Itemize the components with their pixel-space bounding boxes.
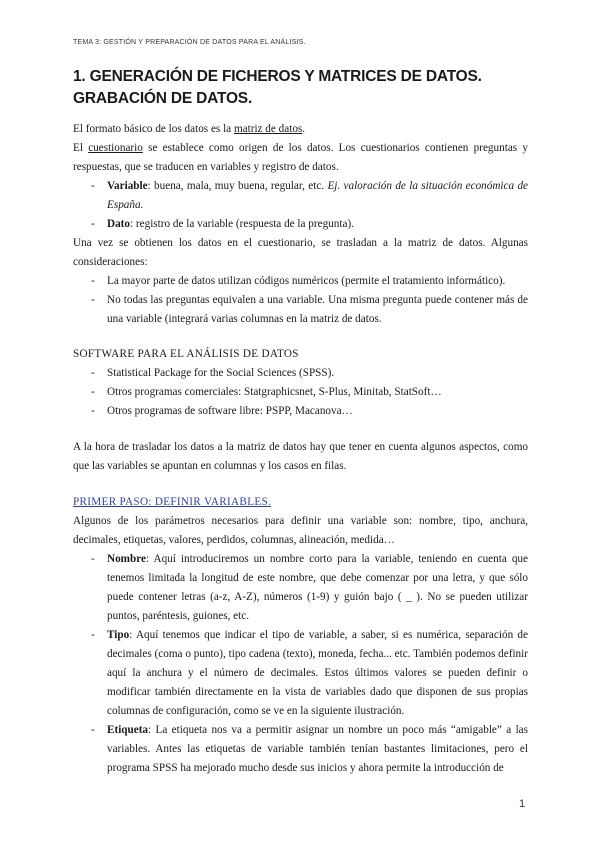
software-list	[73, 364, 528, 421]
term: Etiqueta	[107, 724, 149, 736]
dash-bullet: -	[91, 386, 95, 398]
list-item	[73, 721, 528, 778]
considerations-list	[73, 272, 528, 329]
paragraph-data-format	[73, 120, 528, 139]
text-run: se establece como origen de los datos. Los cuestionarios contienen preguntas y respuestas, que se traducen en variables y registro de datos.	[73, 142, 528, 173]
text-run: El	[73, 142, 89, 154]
list-item	[73, 177, 528, 215]
parameters-list	[73, 550, 528, 778]
paragraph-questionnaire	[73, 139, 528, 177]
list-item	[73, 402, 528, 421]
item-text: Statistical Package for the Social Sciences (SPSS).	[107, 367, 335, 379]
item-text: Otros programas comerciales: Statgraphicsnet, S-Plus, Minitab, StatSoft…	[107, 386, 442, 398]
dash-bullet: -	[91, 367, 95, 379]
list-item	[73, 291, 528, 329]
term: Dato	[107, 218, 130, 230]
term: Variable	[107, 180, 148, 192]
paragraph-transfer: Una vez se obtienen los datos en el cuestionario, se trasladan a la matriz de datos. Algunas consideraciones:	[73, 237, 528, 268]
item-text: Otros programas de software libre: PSPP, Macanova…	[107, 405, 353, 417]
paragraph-matrix-note: A la hora de trasladar los datos a la matriz de datos hay que tener en cuenta algunos aspectos, como que las variables se apuntan en columnas y los casos en filas.	[73, 441, 528, 472]
text-run: El formato básico de los datos es la	[73, 123, 234, 135]
page-content	[73, 66, 528, 778]
dash-bullet: -	[91, 218, 95, 230]
list-item	[73, 383, 528, 402]
dash-bullet: -	[91, 275, 95, 287]
paragraph-parameters: Algunos de los parámetros necesarios para definir una variable son: nombre, tipo, anchura, decimales, etiquetas, valores, perdidos, columnas, alineación, medida…	[73, 515, 528, 546]
item-text: : La etiqueta nos va a permitir asignar un nombre un poco más “amigable” a las variables. Antes las etiquetas de variable también tenían bastantes limitaciones, pero el programa SPSS ha mejorado mucho desde sus inicios y ahora permite la introducción de	[107, 724, 528, 774]
section-heading: 1. GENERACIÓN DE FICHEROS Y MATRICES DE DATOS. GRABACIÓN DE DATOS.	[73, 68, 482, 107]
list-item	[73, 550, 528, 626]
item-text: : Aquí tenemos que indicar el tipo de variable, a saber, si es numérica, separación de decimales (coma o punto), tipo cadena (texto), moneda, fecha... etc. También podemos definir aquí la anchura y el número de decimales. Estos últimos valores se pueden definir o modificar también directamente en la vista de variables dado que disponen de sus propias columnas de configuración, como se ve en la siguiente ilustración.	[107, 629, 528, 717]
dash-bullet: -	[91, 629, 95, 641]
item-text: : Aquí introduciremos un nombre corto para la variable, teniendo en cuenta que tenemos limitada la longitud de este nombre, que debe comenzar por una letra, y que sólo puede contener letras (a-z, A-Z), números (1-9) y guión bajo ( _ ). No se pueden utilizar puntos, paréntesis, guiones, etc.	[107, 553, 528, 622]
dash-bullet: -	[91, 553, 95, 565]
spacer	[73, 421, 528, 438]
term: Tipo	[107, 629, 130, 641]
text-run: .	[302, 123, 306, 135]
dash-bullet: -	[91, 405, 95, 417]
term: Nombre	[107, 553, 146, 565]
running-header: TEMA 3: GESTIÓN Y PREPARACIÓN DE DATOS PARA EL ANÁLISIS.	[73, 39, 306, 46]
step1-section-title: PRIMER PASO: DEFINIR VARIABLES.	[73, 496, 272, 508]
list-item	[73, 215, 528, 234]
item-text: : buena, mala, muy buena, regular, etc.	[147, 180, 328, 192]
underlined-term: matriz de datos	[233, 123, 303, 135]
software-section-title: SOFTWARE PARA EL ANÁLISIS DE DATOS	[73, 348, 299, 360]
dash-bullet: -	[91, 180, 95, 192]
list-item	[73, 364, 528, 383]
dash-bullet: -	[91, 294, 95, 306]
list-item	[73, 272, 528, 291]
dash-bullet: -	[91, 724, 95, 736]
item-example: Ej. valoración de la situación económica de España.	[107, 180, 529, 211]
underlined-term: cuestionario	[88, 142, 143, 154]
page-number: 1	[519, 798, 526, 810]
definition-list	[73, 177, 528, 234]
item-text: No todas las preguntas equivalen a una variable. Una misma pregunta puede contener más de una variable (integrará varias columnas en la matriz de datos.	[107, 294, 528, 325]
item-text: La mayor parte de datos utilizan códigos numéricos (permite el tratamiento informático).	[107, 275, 506, 287]
list-item	[73, 626, 528, 721]
item-text: : registro de la variable (respuesta de la pregunta).	[130, 218, 354, 230]
